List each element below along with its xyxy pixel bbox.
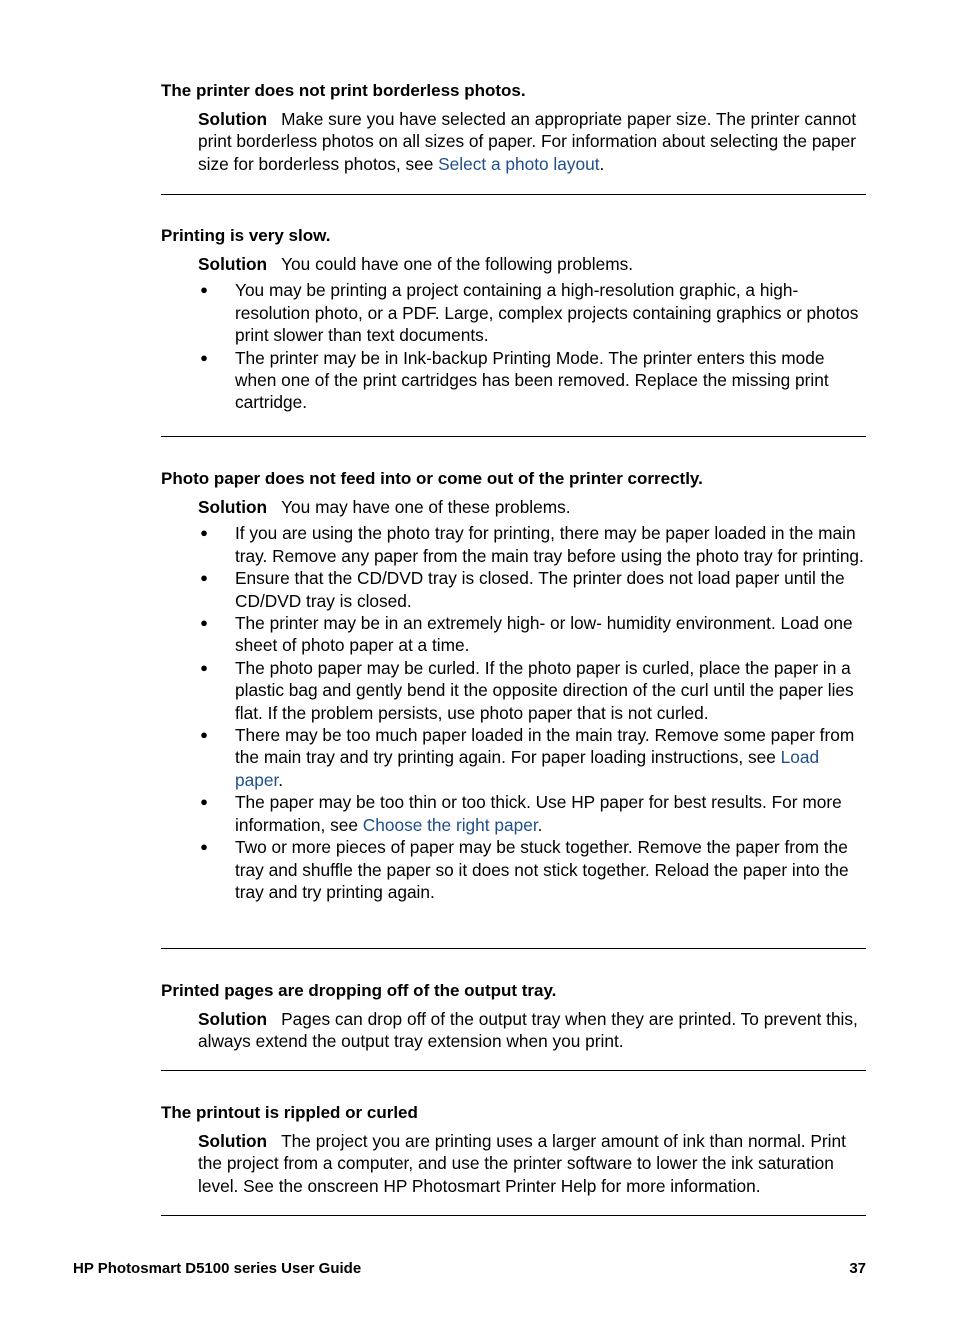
solution-label: Solution [198,1131,268,1151]
solution-paragraph [198,253,866,414]
list-item: ● The printer may be in Ink-backup Printing Mode. The printer enters this mode when one of the print cartridges has been removed. Replace the missing print cartridge. [198,347,866,414]
solution-tail: . [599,153,605,174]
bullet-icon: ● [200,282,208,298]
bullet-icon: ● [200,349,208,365]
load-paper-link[interactable]: Load paper [235,747,820,790]
section-divider [161,194,866,195]
solution-label: Solution [198,497,268,517]
solution-paragraph [198,1008,866,1053]
list-item: ● The printer may be in an extremely high- or low- humidity environment. Load one sheet of photo paper at a time. [198,612,866,657]
solution-text: You may have one of these problems. [281,497,571,517]
section-heading: The printer does not print borderless photos. [161,81,526,100]
page-number: 37 [849,1260,866,1277]
solution-paragraph [198,1130,866,1197]
section-heading: Printing is very slow. [161,226,331,245]
section-slow-printing [161,225,866,414]
list-item: ● Ensure that the CD/DVD tray is closed. The printer does not load paper until the CD/DVD tray is closed. [198,567,866,612]
solution-text: Pages can drop off of the output tray when they are printed. To prevent this, always extend the output tray extension when you print. [198,1009,858,1052]
list-item: ● There may be too much paper loaded in the main tray. Remove some paper from the main tray and try printing again. For paper loading instructions, see Load paper. [198,724,866,791]
bullet-icon: ● [200,570,208,586]
list-item: ● If you are using the photo tray for printing, there may be paper loaded in the main tray. Remove any paper from the main tray before using the photo tray for printing. [198,522,866,567]
list-item: ● The paper may be too thin or too thick. Use HP paper for best results. For more information, see Choose the right paper. [198,791,866,836]
section-photo-paper-feed [161,468,866,903]
solution-label: Solution [198,1009,268,1029]
solution-label: Solution [198,109,268,129]
bullet-icon: ● [200,794,208,810]
solution-text: You could have one of the following problems. [281,254,634,274]
solution-text: The project you are printing uses a larger amount of ink than normal. Print the project from a computer, and use the printer software to lower the ink saturation level. See the onscreen HP Photosmart Printer Help for more information. [198,1131,846,1196]
list-item: ● Two or more pieces of paper may be stuck together. Remove the paper from the tray and shuffle the paper so it does not stick together. Reload the paper into the tray and try printing again. [198,836,866,903]
section-divider [161,948,866,949]
section-output-tray [161,980,866,1053]
solution-paragraph [198,496,866,903]
bullet-icon: ● [200,615,208,631]
section-borderless [161,80,866,175]
bullet-icon: ● [200,525,208,541]
section-divider [161,1215,866,1216]
solution-text: Make sure you have selected an appropriate paper size. The printer cannot print borderless photos on all sizes of paper. For information about selecting the paper size for borderless photos, see [198,109,857,174]
footer-title: HP Photosmart D5100 series User Guide [73,1260,362,1277]
list-item: ● The photo paper may be curled. If the photo paper is curled, place the paper in a plastic bag and gently bend it the opposite direction of the curl until the paper lies flat. If the problem persists, use photo paper that is not curled. [198,657,866,724]
section-rippled-printout [161,1102,866,1197]
problem-list [198,279,866,413]
section-divider [161,436,866,437]
problem-list [198,522,866,903]
list-item: ● You may be printing a project containing a high-resolution graphic, a high-resolution photo, or a PDF. Large, complex projects containing graphics or photos print slower than text documents. [198,279,866,346]
select-photo-layout-link[interactable]: Select a photo layout [438,153,600,174]
bullet-icon: ● [200,659,208,675]
section-heading: The printout is rippled or curled [161,1103,418,1122]
section-heading: Photo paper does not feed into or come out of the printer correctly. [161,469,703,488]
section-heading: Printed pages are dropping off of the output tray. [161,981,557,1000]
solution-label: Solution [198,254,268,274]
choose-right-paper-link[interactable]: Choose the right paper [362,814,538,835]
bullet-icon: ● [200,727,208,743]
bullet-icon: ● [200,839,208,855]
section-divider [161,1070,866,1071]
solution-paragraph [198,108,866,175]
